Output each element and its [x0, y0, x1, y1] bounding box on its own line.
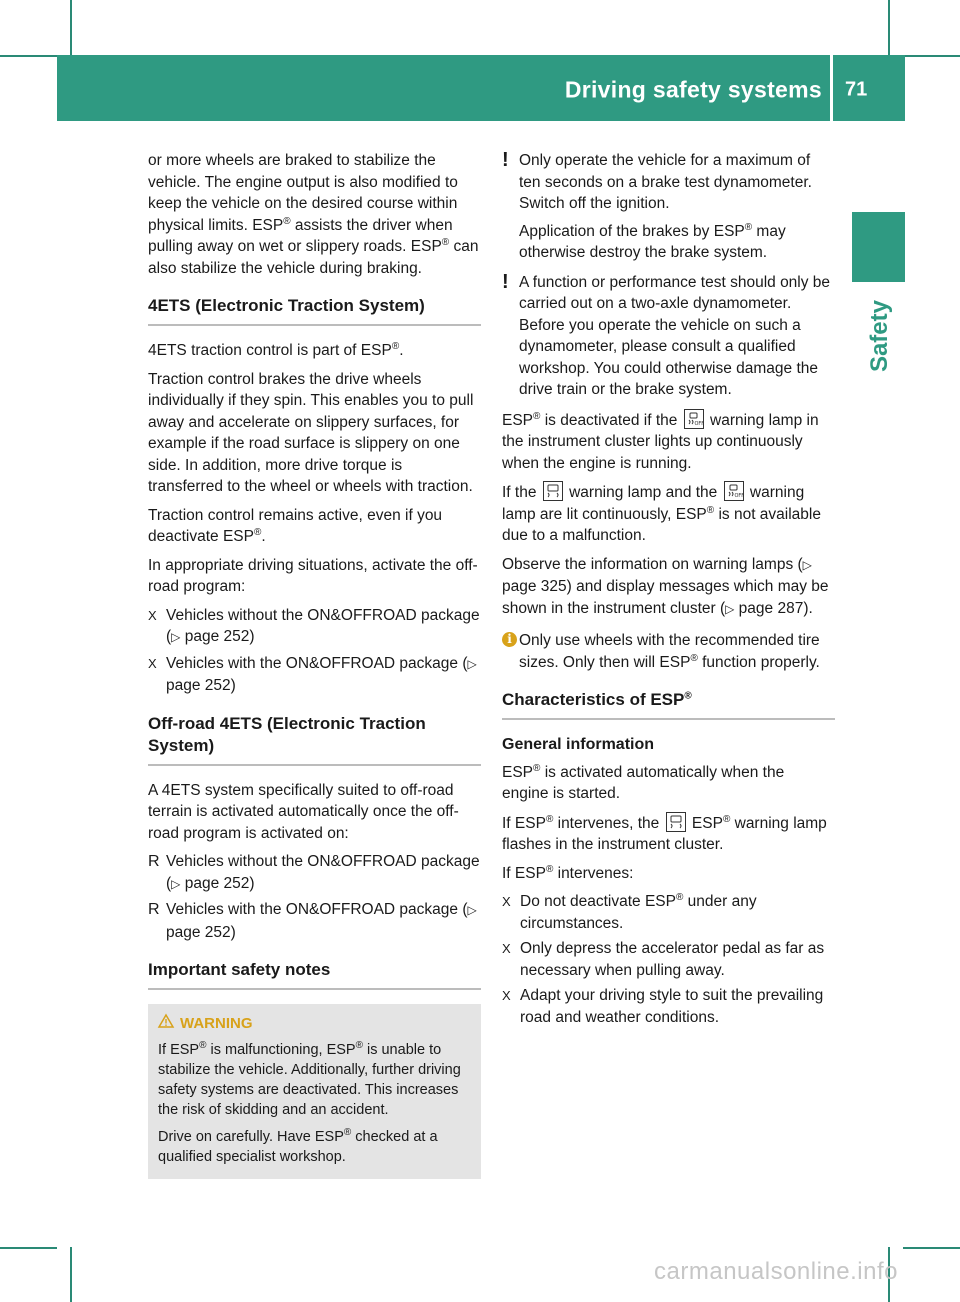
paragraph: If ESP® intervenes, the ESP® warning lamp flashes in the instrument cluster. — [502, 813, 827, 853]
page-ref-icon: ▷ — [802, 557, 812, 572]
list-item: X Vehicles with the ON&OFFROAD package (▷ page 252) — [148, 654, 477, 694]
svg-text:OFF: OFF — [694, 420, 704, 427]
info-icon: i — [502, 632, 517, 647]
paragraph: If the warning lamp and the OFF warning lamp are lit continuously, ESP® is not available due to a malfunction. — [502, 481, 835, 547]
list-item: R Vehicles with the ON&OFFROAD package (▷ page 252) — [148, 901, 477, 941]
bullet-icon: R — [148, 901, 160, 918]
exclamation-icon: ! — [502, 270, 509, 293]
heading-characteristics: Characteristics of ESP® — [502, 689, 835, 720]
warning-text: Drive on carefully. Have ESP® checked at a qualified specialist workshop. — [158, 1127, 438, 1165]
warning-triangle-icon — [158, 1014, 174, 1034]
paragraph: Traction control remains active, even if you deactivate ESP®. — [148, 506, 443, 545]
warning-title: WARNING — [158, 1014, 471, 1034]
crop-mark — [888, 0, 890, 55]
left-column — [148, 150, 481, 1179]
step-arrow-icon: X — [502, 941, 511, 956]
crop-mark — [70, 1247, 72, 1302]
paragraph: Observe the information on warning lamps (▷ page 325) and display messages which may be shown in the instrument cluster (▷ page 287). — [502, 555, 829, 617]
paragraph: In appropriate driving situations, activate the off-road program: — [148, 556, 478, 595]
page-ref-icon: ▷ — [467, 903, 477, 917]
exclamation-icon: ! — [502, 149, 509, 171]
esp-lamp-icon — [666, 812, 686, 832]
paragraph: A 4ETS system specifically suited to off-road terrain is activated automatically once the off-road program is activated on: — [148, 781, 459, 842]
heading-4ets: 4ETS (Electronic Traction System) — [148, 295, 481, 326]
info-note: i Only use wheels with the recommended tire sizes. Only then will ESP® function properly. — [502, 630, 835, 673]
page-title: Driving safety systems — [564, 76, 822, 103]
crop-mark — [903, 1247, 960, 1249]
page-ref-icon: ▷ — [171, 876, 181, 891]
paragraph: ESP® is deactivated if the OFF warning lamp in the instrument cluster lights up continuously when the engine is running. — [502, 410, 819, 472]
paragraph: Traction control brakes the drive wheels individually if they spin. This enables you to pull away and accelerate on slippery surfaces, for example if the road surface is slippery on one side. In addition, more drive torque is transferred to the wheel or wheels with traction. — [148, 370, 474, 495]
header-divider — [830, 55, 833, 121]
page-ref-icon: ▷ — [725, 601, 735, 616]
svg-text:OFF: OFF — [734, 493, 744, 499]
esp-off-lamp-icon — [684, 409, 704, 429]
paragraph: ESP® is activated automatically when the engine is started. — [502, 762, 785, 802]
step-arrow-icon: X — [502, 894, 511, 909]
list-item: X Adapt your driving style to suit the prevailing road and weather conditions. — [502, 987, 824, 1026]
caution-note: ! A function or performance test should only be carried out on a two-axle dynamometer. Before you operate the vehicle on such a dynamometer, please consult a qualified workshop. You could otherwise damage the drive train or the brake system. — [502, 270, 831, 398]
step-arrow-icon: X — [502, 988, 511, 1003]
side-tab-block — [852, 212, 905, 282]
paragraph: 4ETS traction control is part of ESP®. — [148, 340, 404, 359]
page-ref-icon: ▷ — [171, 630, 181, 644]
side-tab-label: Safety — [866, 300, 893, 373]
step-arrow-icon: X — [148, 607, 157, 623]
crop-mark — [0, 1247, 57, 1249]
esp-off-lamp-icon — [724, 481, 744, 501]
page-number: 71 — [845, 78, 868, 101]
warning-text: If ESP® is malfunctioning, ESP® is unable to stabilize the vehicle. Additionally, further driving safety systems are deactivated. This increases the risk of skidding and an accident. — [158, 1040, 461, 1118]
list-item: X Only depress the accelerator pedal as far as necessary when pulling away. — [502, 940, 825, 979]
crop-mark — [903, 55, 960, 57]
intro-paragraph: or more wheels are braked to stabilize the vehicle. The engine output is also modified to keep the vehicle on the desired course within physical limits. ESP® assists the driver when pulling away on wet or slippery roads. ESP® can also stabilize the vehicle during braking. — [148, 152, 479, 277]
watermark: carmanualsonline.info — [654, 1258, 898, 1285]
subheading-general: General information — [502, 736, 655, 753]
paragraph: If ESP® intervenes: — [502, 863, 634, 882]
esp-lamp-icon — [543, 481, 563, 501]
heading-safety-notes: Important safety notes — [148, 959, 481, 990]
step-arrow-icon: X — [148, 655, 157, 671]
list-item: X Do not deactivate ESP® under any circumstances. — [502, 891, 757, 932]
caution-note: ! Only operate the vehicle for a maximum of ten seconds on a brake test dynamometer. Switch off the ignition. Application of the brakes by ESP® may otherwise destroy the brake system. — [502, 149, 812, 261]
bullet-icon: R — [148, 853, 160, 870]
list-item: R Vehicles without the ON&OFFROAD package (▷ page 252) — [148, 853, 480, 892]
page-ref-icon: ▷ — [467, 656, 477, 671]
right-column — [502, 150, 835, 1032]
warning-box — [148, 1004, 481, 1179]
crop-mark — [70, 0, 72, 55]
list-item: X Vehicles without the ON&OFFROAD package (▷ page 252) — [148, 606, 480, 645]
heading-offroad-4ets: Off-road 4ETS (Electronic Traction System) — [148, 713, 481, 766]
crop-mark — [0, 55, 57, 57]
